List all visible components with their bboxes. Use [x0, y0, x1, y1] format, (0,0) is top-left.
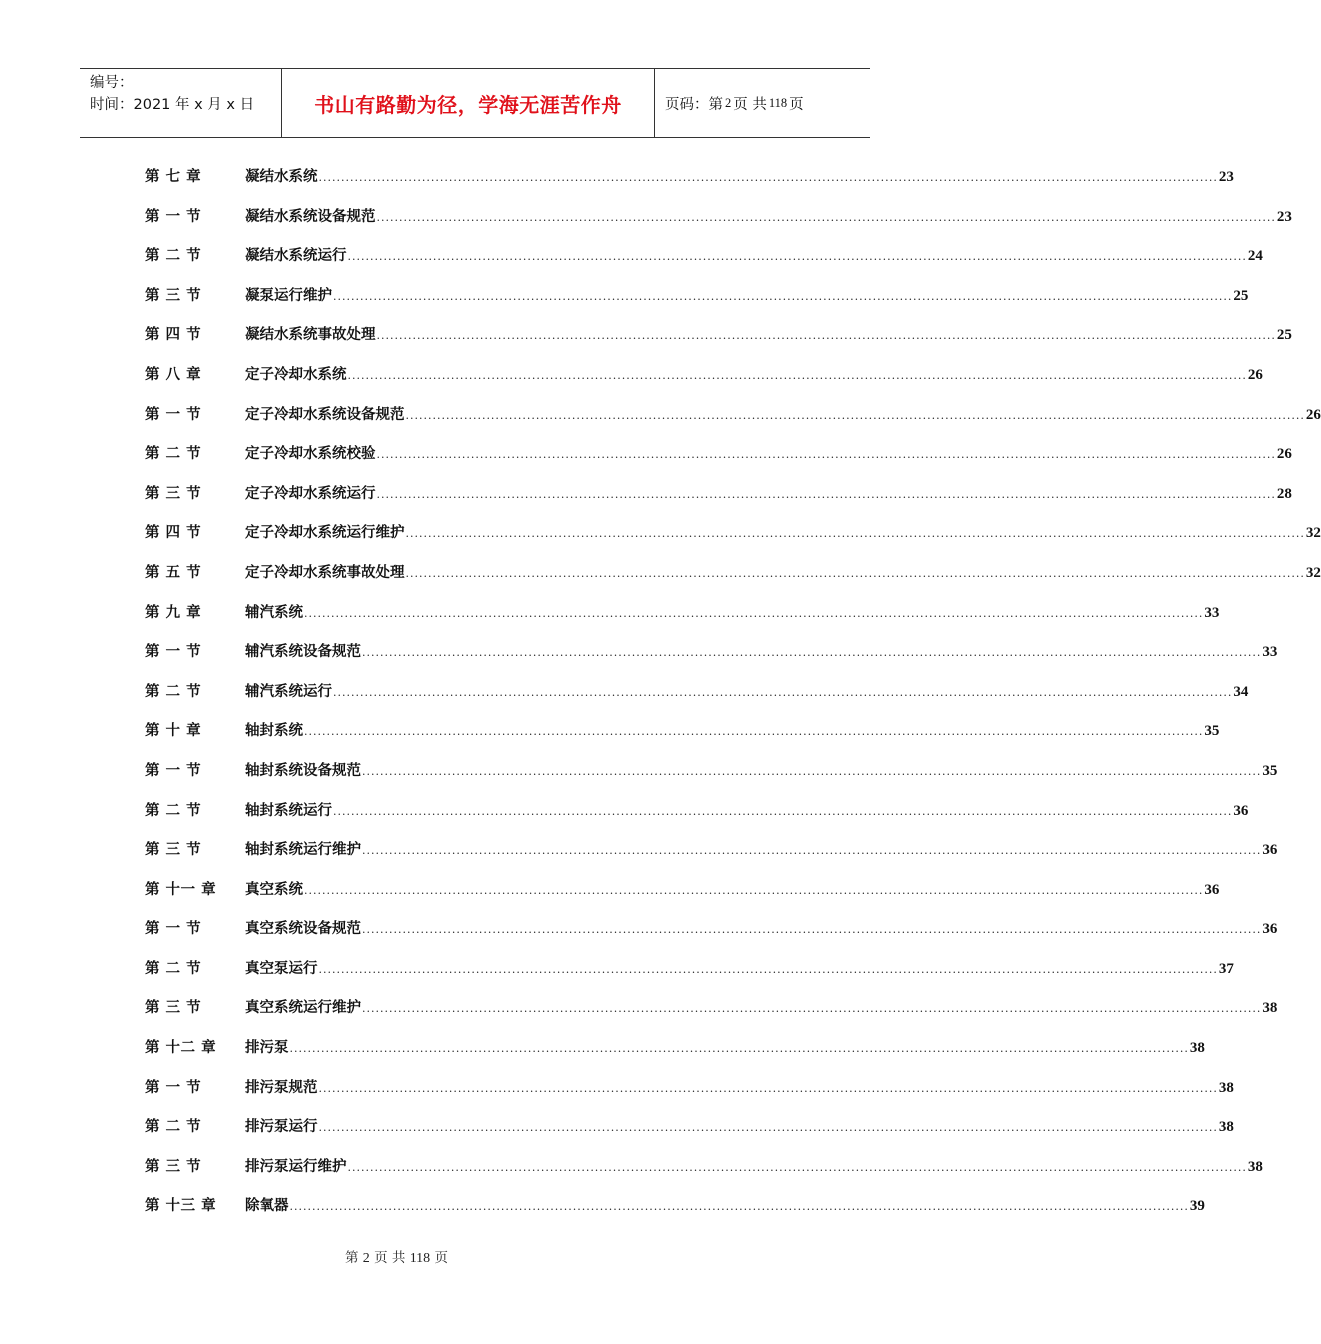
toc-leader-dots: ........................................................................................................................................................................................................ [318, 1081, 1218, 1095]
page-footer [0, 1246, 950, 1267]
header-meta [80, 69, 282, 137]
toc-entry-label: 第 九 章 [145, 604, 202, 621]
toc-entry-label: 第 二 节 [145, 960, 202, 977]
toc-entry-title: 凝泵运行维护 [245, 287, 332, 304]
toc-entry-title: 排污泵 [245, 1040, 289, 1057]
toc-entry-label: 第 一 节 [145, 406, 202, 423]
toc-leader-dots: ........................................................................................................................................................................................................ [318, 1121, 1218, 1135]
toc-entry-title: 定子冷却水系统设备规范 [245, 406, 405, 423]
toc-leader-dots: ........................................................................................................................................................................................................ [362, 764, 1262, 778]
toc-entry-title: 排污泵规范 [245, 1079, 318, 1096]
toc-entry-page: 38 [1218, 1119, 1234, 1136]
toc-entry-title: 定子冷却水系统 [245, 366, 347, 383]
toc-entry-page: 26 [1276, 446, 1292, 463]
toc-entry-page: 38 [1189, 1040, 1205, 1057]
toc-entry-title: 辅汽系统设备规范 [245, 644, 361, 661]
page-total: 118 [768, 95, 788, 110]
footer-prefix: 第 [345, 1250, 359, 1266]
document-time-label: 时间：2021 年 x 月 x 日 [90, 97, 255, 113]
toc-entry-title: 真空系统设备规范 [245, 921, 361, 938]
toc-entry-label: 第 十二 章 [145, 1040, 217, 1057]
toc-entry[interactable] [145, 1194, 1205, 1234]
toc-entry-page: 36 [1262, 842, 1278, 859]
toc-leader-dots: ........................................................................................................................................................................................................ [405, 566, 1305, 580]
toc-entry[interactable] [145, 165, 1234, 205]
header-page-info [655, 69, 870, 137]
toc-entry-page: 26 [1247, 366, 1263, 383]
toc-entry-label: 第 三 节 [145, 485, 202, 502]
toc-entry-label: 第 三 节 [145, 842, 202, 859]
toc-entry-label: 第 二 节 [145, 248, 202, 265]
toc-leader-dots: ........................................................................................................................................................................................................ [362, 844, 1262, 858]
toc-entry-page: 38 [1218, 1079, 1234, 1096]
footer-total-pages: 118 [409, 1251, 431, 1266]
toc-entry-label: 第 十三 章 [145, 1198, 217, 1215]
toc-entry-page: 37 [1218, 960, 1234, 977]
toc-leader-dots: ........................................................................................................................................................................................................ [304, 883, 1204, 897]
page-label-suffix: 页 [789, 96, 804, 113]
toc-entry-page: 26 [1305, 406, 1321, 423]
toc-entry-page: 36 [1262, 921, 1278, 938]
toc-entry-page: 25 [1276, 327, 1292, 344]
toc-entry-label: 第 四 节 [145, 327, 202, 344]
toc-leader-dots: ........................................................................................................................................................................................................ [376, 487, 1276, 501]
toc-leader-dots: ........................................................................................................................................................................................................ [347, 250, 1247, 264]
toc-entry[interactable] [145, 244, 1263, 284]
toc-entry-label: 第 二 节 [145, 683, 202, 700]
toc-entry[interactable] [145, 799, 1249, 839]
toc-leader-dots: ........................................................................................................................................................................................................ [289, 1042, 1189, 1056]
toc-entry-label: 第 三 节 [145, 1158, 202, 1175]
toc-entry-title: 轴封系统运行维护 [245, 842, 361, 859]
toc-entry-title: 辅汽系统运行 [245, 683, 332, 700]
toc-entry-page: 35 [1262, 762, 1278, 779]
toc-entry[interactable] [145, 561, 1321, 601]
toc-entry-label: 第 二 节 [145, 446, 202, 463]
toc-entry-title: 轴封系统设备规范 [245, 762, 361, 779]
toc-entry-title: 定子冷却水系统校验 [245, 446, 376, 463]
table-of-contents [145, 165, 1321, 1234]
toc-entry[interactable] [145, 482, 1292, 522]
toc-entry-label: 第 一 节 [145, 762, 202, 779]
toc-entry-title: 真空系统运行维护 [245, 1000, 361, 1017]
toc-entry-title: 凝结水系统运行 [245, 248, 347, 265]
toc-entry-label: 第 一 节 [145, 208, 202, 225]
toc-entry-title: 定子冷却水系统运行 [245, 485, 376, 502]
page-current: 2 [725, 95, 732, 110]
toc-entry-page: 32 [1305, 525, 1321, 542]
toc-entry-label: 第 十一 章 [145, 881, 217, 898]
toc-leader-dots: ........................................................................................................................................................................................................ [304, 725, 1204, 739]
toc-entry[interactable] [145, 719, 1220, 759]
toc-entry-title: 轴封系统运行 [245, 802, 332, 819]
toc-entry[interactable] [145, 1115, 1234, 1155]
toc-leader-dots: ........................................................................................................................................................................................................ [405, 408, 1305, 422]
toc-entry-title: 凝结水系统设备规范 [245, 208, 376, 225]
toc-entry[interactable] [145, 284, 1249, 324]
toc-entry-title: 排污泵运行 [245, 1119, 318, 1136]
toc-entry[interactable] [145, 917, 1278, 957]
footer-suffix: 页 [434, 1250, 448, 1266]
toc-entry-page: 28 [1276, 485, 1292, 502]
toc-entry-label: 第 二 节 [145, 1119, 202, 1136]
toc-entry-label: 第 七 章 [145, 169, 202, 185]
toc-entry-page: 33 [1204, 604, 1220, 621]
toc-entry[interactable] [145, 205, 1292, 245]
toc-leader-dots: ........................................................................................................................................................................................................ [347, 1160, 1247, 1174]
toc-entry[interactable] [145, 838, 1278, 878]
toc-entry-page: 33 [1262, 644, 1278, 661]
page-label-mid: 页 共 [733, 96, 767, 113]
toc-leader-dots: ........................................................................................................................................................................................................ [376, 210, 1276, 224]
toc-entry[interactable] [145, 640, 1278, 680]
toc-entry-label: 第 五 节 [145, 564, 202, 581]
toc-entry-title: 真空泵运行 [245, 960, 318, 977]
toc-entry-label: 第 三 节 [145, 1000, 202, 1017]
page-header [80, 68, 870, 138]
toc-entry-title: 真空系统 [245, 881, 303, 898]
toc-entry-page: 32 [1305, 564, 1321, 581]
toc-entry-page: 38 [1262, 1000, 1278, 1017]
toc-entry-page: 39 [1189, 1198, 1205, 1215]
toc-leader-dots: ........................................................................................................................................................................................................ [289, 1200, 1189, 1214]
toc-entry-title: 定子冷却水系统运行维护 [245, 525, 405, 542]
toc-entry-page: 38 [1247, 1158, 1263, 1175]
toc-leader-dots: ........................................................................................................................................................................................................ [362, 646, 1262, 660]
toc-entry-label: 第 三 节 [145, 287, 202, 304]
toc-entry[interactable] [145, 521, 1321, 561]
toc-entry[interactable] [145, 601, 1220, 641]
toc-entry[interactable] [145, 996, 1278, 1036]
toc-entry[interactable] [145, 957, 1234, 997]
toc-entry-page: 36 [1204, 881, 1220, 898]
toc-entry-page: 23 [1218, 169, 1234, 185]
toc-entry[interactable] [145, 878, 1220, 918]
toc-leader-dots: ........................................................................................................................................................................................................ [318, 962, 1218, 976]
page-label-prefix: 页码：第 [665, 96, 723, 113]
toc-entry[interactable] [145, 403, 1321, 443]
toc-entry-label: 第 四 节 [145, 525, 202, 542]
toc-entry[interactable] [145, 1036, 1205, 1076]
toc-leader-dots: ........................................................................................................................................................................................................ [333, 685, 1233, 699]
toc-entry-title: 定子冷却水系统事故处理 [245, 564, 405, 581]
toc-leader-dots: ........................................................................................................................................................................................................ [304, 606, 1204, 620]
toc-entry[interactable] [145, 323, 1292, 363]
toc-entry[interactable] [145, 1076, 1234, 1116]
toc-entry[interactable] [145, 759, 1278, 799]
document-number-label: 编号： [90, 75, 134, 91]
toc-entry-label: 第 一 节 [145, 644, 202, 661]
toc-leader-dots: ........................................................................................................................................................................................................ [362, 923, 1262, 937]
toc-entry-label: 第 一 节 [145, 921, 202, 938]
toc-entry-title: 凝结水系统 [245, 169, 318, 185]
toc-entry-title: 轴封系统 [245, 723, 303, 740]
toc-entry-label: 第 二 节 [145, 802, 202, 819]
toc-entry-label: 第 八 章 [145, 366, 202, 383]
toc-leader-dots: ........................................................................................................................................................................................................ [362, 1002, 1262, 1016]
toc-leader-dots: ........................................................................................................................................................................................................ [376, 329, 1276, 343]
toc-leader-dots: ........................................................................................................................................................................................................ [333, 289, 1233, 303]
toc-entry[interactable] [145, 363, 1263, 403]
toc-leader-dots: ........................................................................................................................................................................................................ [333, 804, 1233, 818]
footer-mid: 页 共 [374, 1250, 406, 1266]
toc-entry-page: 36 [1233, 802, 1249, 819]
toc-entry-title: 排污泵运行维护 [245, 1158, 347, 1175]
toc-entry-label: 第 十 章 [145, 723, 202, 740]
toc-entry-page: 35 [1204, 723, 1220, 740]
toc-entry[interactable] [145, 1155, 1263, 1195]
toc-leader-dots: ........................................................................................................................................................................................................ [405, 527, 1305, 541]
toc-entry-title: 辅汽系统 [245, 604, 303, 621]
toc-entry[interactable] [145, 680, 1249, 720]
toc-entry-title: 除氧器 [245, 1198, 289, 1215]
toc-entry-page: 34 [1233, 683, 1249, 700]
toc-leader-dots: ........................................................................................................................................................................................................ [347, 368, 1247, 382]
toc-entry-label: 第 一 节 [145, 1079, 202, 1096]
footer-current-page: 2 [362, 1251, 370, 1266]
toc-leader-dots: ........................................................................................................................................................................................................ [376, 448, 1276, 462]
toc-entry[interactable] [145, 442, 1292, 482]
toc-entry-page: 25 [1233, 287, 1249, 304]
header-motto: 书山有路勤为径，学海无涯苦作舟 [282, 69, 655, 137]
toc-entry-page: 23 [1276, 208, 1292, 225]
toc-entry-title: 凝结水系统事故处理 [245, 327, 376, 344]
toc-entry-page: 24 [1247, 248, 1263, 265]
toc-leader-dots: ........................................................................................................................................................................................................ [318, 171, 1218, 184]
